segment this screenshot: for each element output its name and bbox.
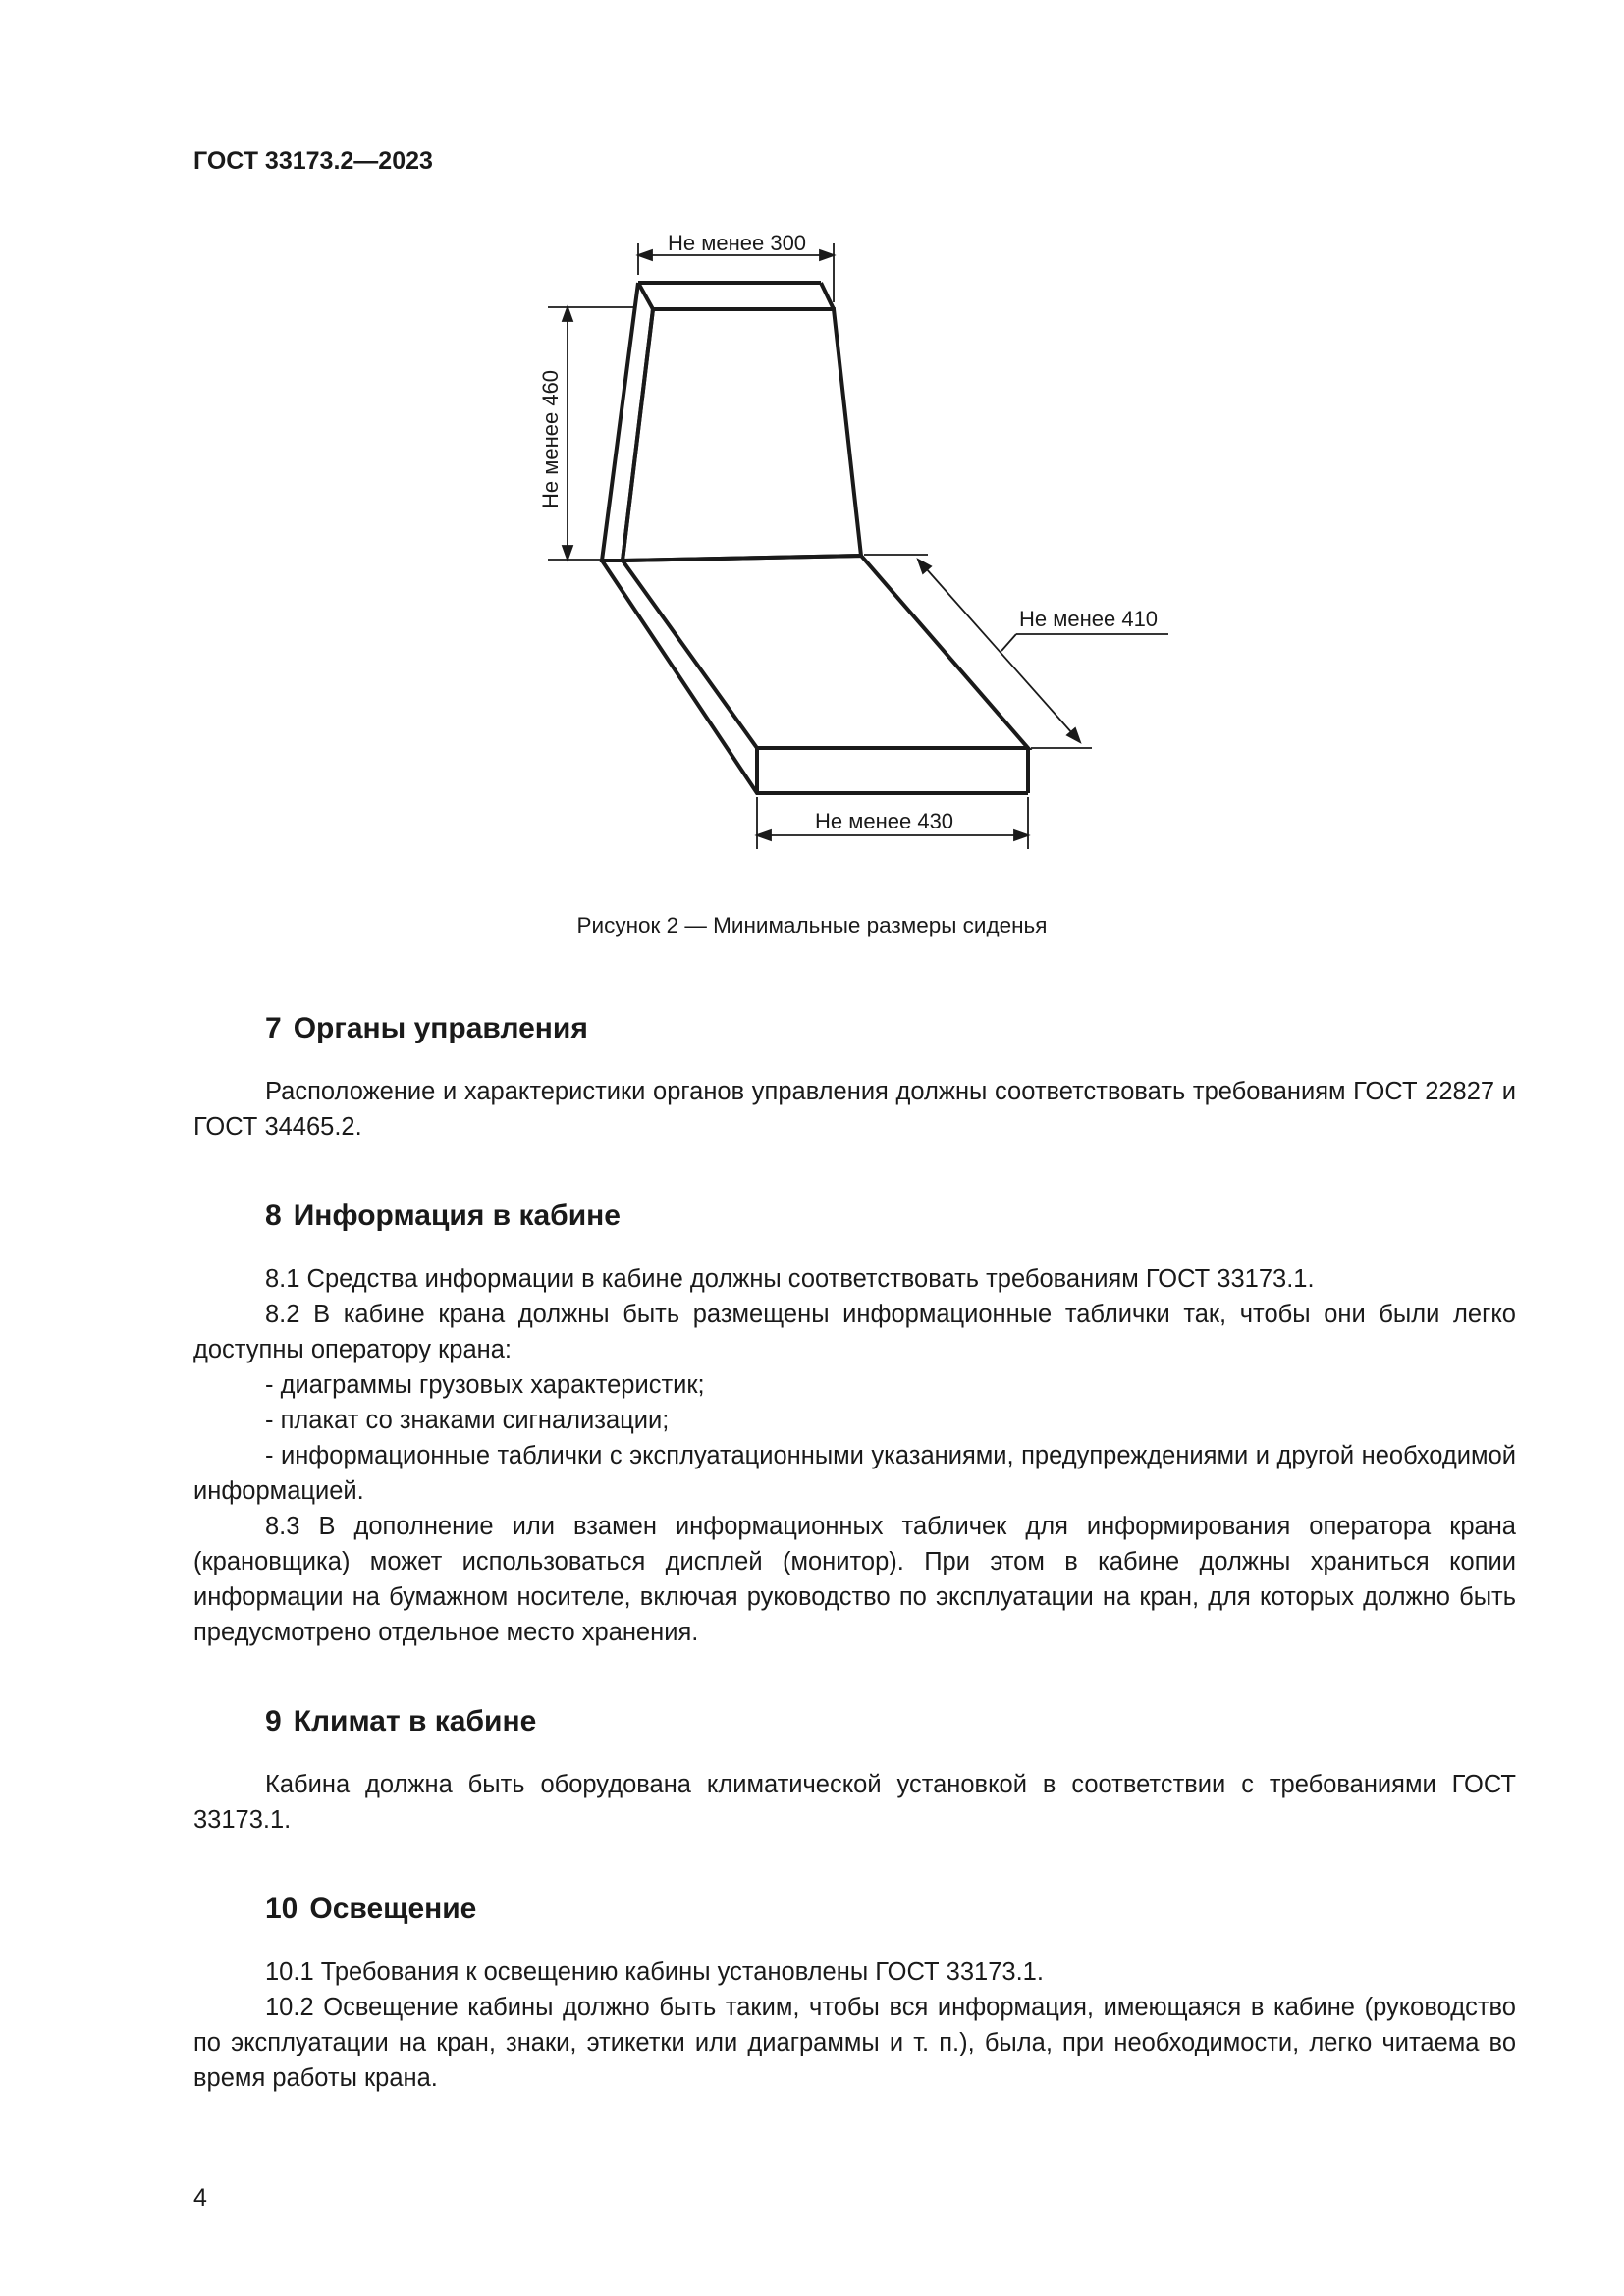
section-heading-7: 7 Органы управления <box>265 1012 588 1044</box>
backrest-front <box>623 309 861 561</box>
paragraph: 8.1 Средства информации в кабине должны соответствовать требованиям ГОСТ 33173.1. <box>265 1265 1315 1293</box>
seat-dimensions-figure <box>530 221 1188 859</box>
paragraph: 10.2 Освещение кабины должно быть таким, чтобы вся информация, имеющаяся в кабине (руководство по эксплуатации на кран, знаки, этикетки или диаграммы и т. п.), была, при необходимости, легко читаема во время работы крана. <box>193 1994 1516 2092</box>
list-item: - информационные таблички с эксплуатационными указаниями, предупреждениями и другой необходимой информацией. <box>193 1442 1516 1505</box>
paragraph: 8.2 В кабине крана должны быть размещены информационные таблички так, чтобы они были легко доступны оператору крана: <box>193 1301 1516 1363</box>
list-item: - диаграммы грузовых характеристик; <box>265 1371 705 1399</box>
paragraph: 10.1 Требования к освещению кабины установлены ГОСТ 33173.1. <box>265 1958 1044 1986</box>
paragraph: 8.3 В дополнение или взамен информационных табличек для информирования оператора крана (крановщика) может использоваться дисплей (монитор). При этом в кабине должны храниться копии информации на бумажном носителе, включая руководство по эксплуатации на кран, для которых должно быть предусмотрено отдельное место хранения. <box>193 1513 1516 1646</box>
seat-drawing <box>602 283 1028 793</box>
document-body <box>193 1011 1516 2096</box>
dim-label-top-width: Не менее 300 <box>668 231 807 255</box>
page-number: 4 <box>193 2184 207 2212</box>
dim-label-back-height: Не менее 460 <box>538 369 563 508</box>
figure-caption: Рисунок 2 — Минимальные размеры сиденья <box>576 913 1048 937</box>
paragraph: Расположение и характеристики органов управления должны соответствовать требованиям ГОСТ 22827 и ГОСТ 34465.2. <box>193 1078 1516 1141</box>
section-heading-10: 10 Освещение <box>265 1893 477 1925</box>
paragraph: Кабина должна быть оборудована климатической установкой в соответствии с требованиями ГОСТ 33173.1. <box>193 1771 1516 1834</box>
dim-label-seat-depth: Не менее 410 <box>1019 607 1159 631</box>
document-code: ГОСТ 33173.2—2023 <box>193 147 433 175</box>
seat-top <box>623 556 1028 748</box>
section-heading-8: 8 Информация в кабине <box>265 1200 621 1232</box>
dim-label-seat-width: Не менее 430 <box>815 809 954 833</box>
section-heading-9: 9 Климат в кабине <box>265 1705 537 1737</box>
list-item: - плакат со знаками сигнализации; <box>265 1407 670 1434</box>
